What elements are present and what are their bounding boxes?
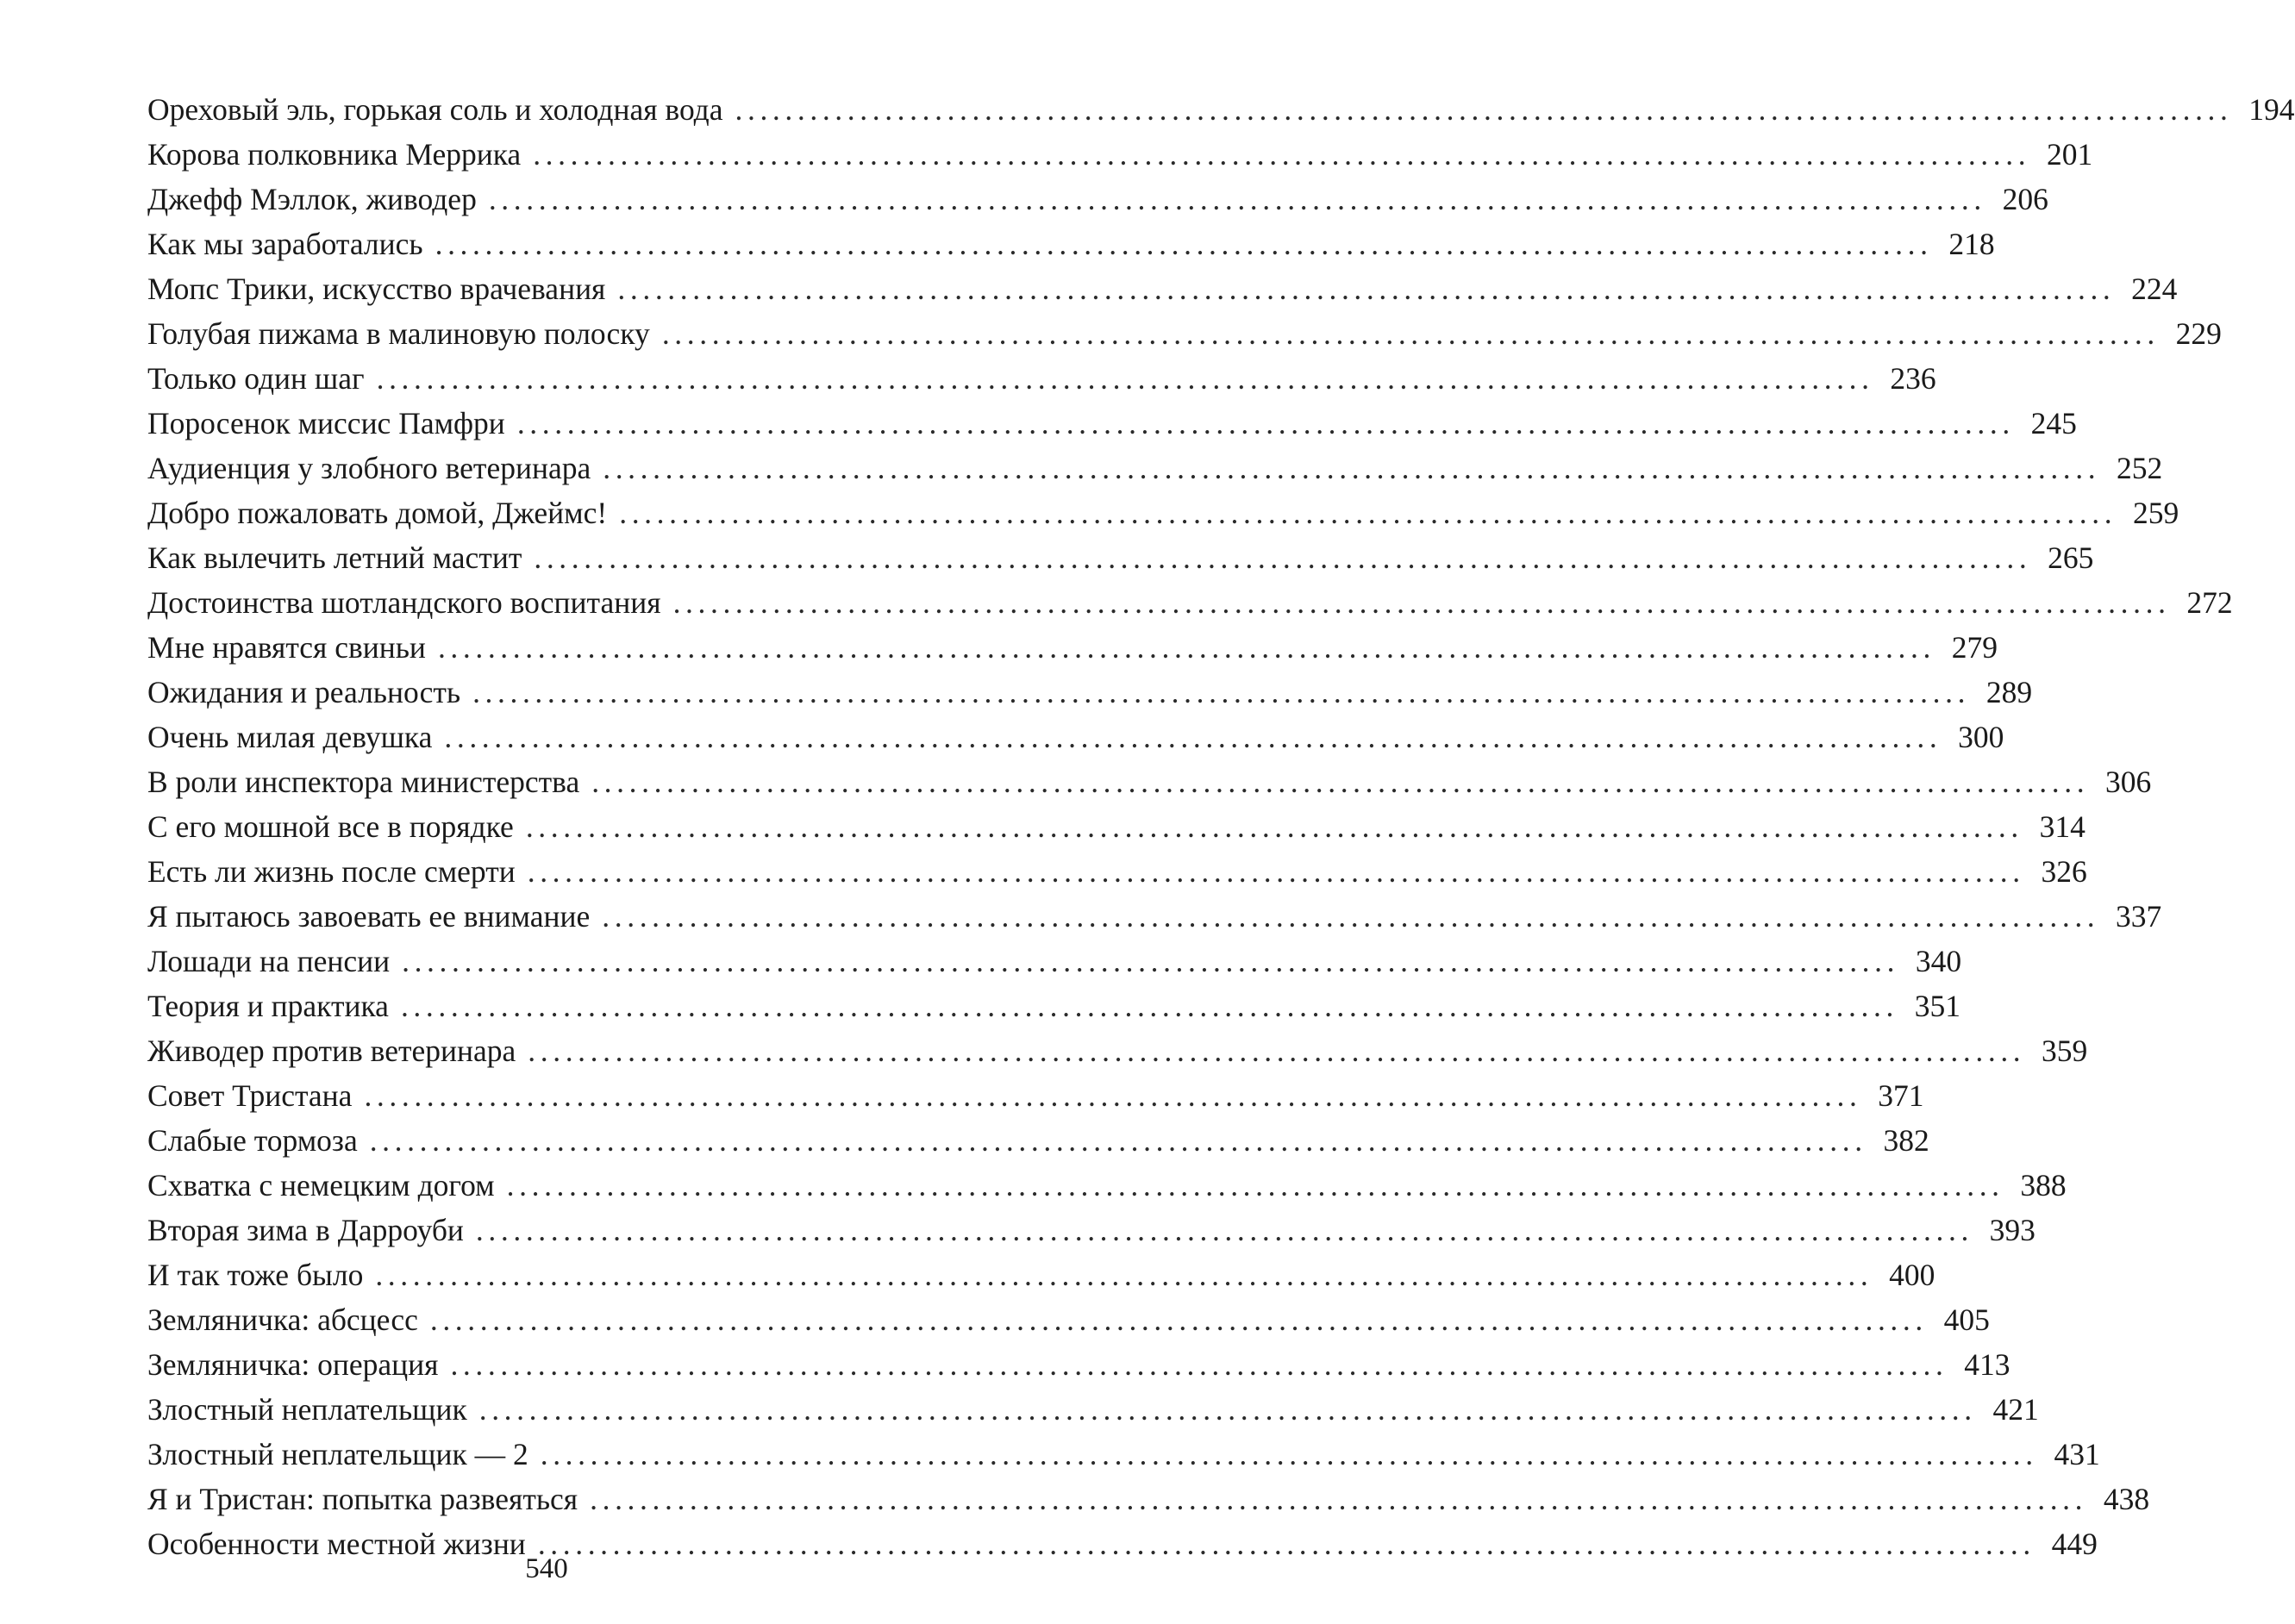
toc-entry[interactable] xyxy=(147,132,2093,177)
toc-entry-title: Корова полковника Меррика xyxy=(147,137,522,172)
toc-entry-title: Аудиенция у злобного ветеринара xyxy=(147,451,591,485)
toc-entry[interactable] xyxy=(147,222,1995,266)
toc-entry-title: Есть ли жизнь после смерти xyxy=(147,854,516,889)
table-of-contents xyxy=(147,87,2295,1566)
toc-entry-page: 438 xyxy=(2103,1482,2150,1516)
toc-entry[interactable] xyxy=(147,984,1960,1028)
toc-entry-title: Очень милая девушка xyxy=(147,720,433,754)
dot-leader: ........................................................................................................................ xyxy=(364,1078,1862,1113)
toc-entry-page: 252 xyxy=(2116,451,2163,485)
toc-entry-page: 289 xyxy=(1985,675,2033,709)
toc-entry-page: 194 xyxy=(2248,92,2295,127)
toc-entry-page: 431 xyxy=(2054,1437,2100,1471)
dot-leader: ........................................................................................................................ xyxy=(537,1527,2035,1561)
toc-entry-title: Я пытаюсь завоевать ее внимание xyxy=(147,899,591,934)
toc-entry[interactable] xyxy=(147,266,2178,311)
toc-entry-page: 449 xyxy=(2051,1527,2098,1561)
toc-entry-title: Мне нравятся свиньи xyxy=(147,630,426,665)
dot-leader: ........................................................................................................................ xyxy=(591,765,2090,799)
toc-entry-title: Голубая пижама в малиновую полоску xyxy=(147,316,650,351)
dot-leader: ........................................................................................................................ xyxy=(376,361,1874,396)
dot-leader: ........................................................................................................................ xyxy=(735,92,2233,127)
toc-entry-title: Злостный неплательщик — 2 xyxy=(147,1437,528,1471)
toc-entry[interactable] xyxy=(147,1118,1929,1163)
toc-entry[interactable] xyxy=(147,311,2222,356)
dot-leader: ........................................................................................................................ xyxy=(672,585,2171,620)
dot-leader: ........................................................................................................................ xyxy=(534,540,2032,575)
toc-entry-page: 371 xyxy=(1878,1078,1924,1113)
toc-entry-page: 359 xyxy=(2042,1034,2088,1068)
toc-entry[interactable] xyxy=(147,1252,1935,1297)
toc-entry-title: Как вылечить летний мастит xyxy=(147,540,522,575)
toc-entry-title: Вторая зима в Дарроуби xyxy=(147,1213,464,1247)
toc-entry-page: 405 xyxy=(1943,1302,1990,1337)
toc-entry[interactable] xyxy=(147,625,1998,670)
toc-entry-page: 272 xyxy=(2186,585,2233,620)
toc-entry[interactable] xyxy=(147,1028,2088,1073)
toc-entry-title: Земляничка: операция xyxy=(147,1347,439,1382)
dot-leader: ........................................................................................................................ xyxy=(400,989,1898,1023)
toc-entry[interactable] xyxy=(147,401,2077,446)
dot-leader: ........................................................................................................................ xyxy=(525,809,2023,844)
dot-leader: ........................................................................................................................ xyxy=(619,496,2117,530)
dot-leader: ........................................................................................................................ xyxy=(429,1302,1928,1337)
toc-entry[interactable] xyxy=(147,715,2004,759)
toc-entry-page: 337 xyxy=(2116,899,2162,934)
toc-entry-title: Теория и практика xyxy=(147,989,389,1023)
toc-entry[interactable] xyxy=(147,1163,2067,1208)
toc-entry[interactable] xyxy=(147,535,2094,580)
dot-leader: ........................................................................................................................ xyxy=(540,1437,2038,1471)
toc-entry-page: 400 xyxy=(1889,1258,1935,1292)
toc-entry-page: 224 xyxy=(2131,272,2178,306)
dot-leader: ........................................................................................................................ xyxy=(533,137,2031,172)
toc-entry-page: 201 xyxy=(2046,137,2093,172)
dot-leader: ........................................................................................................................ xyxy=(475,1213,1973,1247)
toc-entry-page: 340 xyxy=(1915,944,1962,978)
toc-entry-title: Особенности местной жизни xyxy=(147,1527,526,1561)
dot-leader: ........................................................................................................................ xyxy=(661,316,2160,351)
toc-entry-page: 314 xyxy=(2039,809,2086,844)
toc-entry-page: 388 xyxy=(2020,1168,2067,1202)
toc-entry-page: 206 xyxy=(2002,182,2048,216)
toc-entry[interactable] xyxy=(147,1432,2100,1477)
dot-leader: ........................................................................................................................ xyxy=(602,899,2100,934)
toc-entry-page: 279 xyxy=(1951,630,1998,665)
toc-entry[interactable] xyxy=(147,1387,2039,1432)
toc-entry[interactable] xyxy=(147,1073,1924,1118)
toc-entry[interactable] xyxy=(147,580,2233,625)
toc-entry-title: Джефф Мэллок, живодер xyxy=(147,182,477,216)
toc-entry-page: 218 xyxy=(1948,227,1995,261)
toc-entry-page: 326 xyxy=(2041,854,2087,889)
dot-leader: ........................................................................................................................ xyxy=(369,1123,1867,1158)
toc-entry-title: Слабые тормоза xyxy=(147,1123,358,1158)
dot-leader: ........................................................................................................................ xyxy=(478,1392,1977,1427)
dot-leader: ........................................................................................................................ xyxy=(603,451,2101,485)
toc-entry-page: 245 xyxy=(2030,406,2077,440)
toc-entry[interactable] xyxy=(147,939,1962,984)
dot-leader: ........................................................................................................................ xyxy=(617,272,2116,306)
dot-leader: ........................................................................................................................ xyxy=(527,854,2025,889)
toc-entry-page: 236 xyxy=(1890,361,1936,396)
toc-entry-title: Совет Тристана xyxy=(147,1078,353,1113)
toc-entry-title: Злостный неплательщик xyxy=(147,1392,467,1427)
toc-entry-page: 393 xyxy=(1989,1213,2035,1247)
page-number: 540 xyxy=(525,1553,568,1584)
toc-entry-page: 413 xyxy=(1964,1347,2010,1382)
toc-entry-title: Лошади на пенсии xyxy=(147,944,391,978)
toc-entry-title: Живодер против ветеринара xyxy=(147,1034,516,1068)
toc-entry[interactable] xyxy=(147,1477,2150,1521)
toc-entry-title: Как мы заработались xyxy=(147,227,423,261)
toc-entry-title: И так тоже было xyxy=(147,1258,364,1292)
dot-leader: ........................................................................................................................ xyxy=(435,227,1933,261)
toc-entry[interactable] xyxy=(147,849,2087,894)
toc-entry-page: 229 xyxy=(2175,316,2222,351)
toc-entry-title: Достоинства шотландского воспитания xyxy=(147,585,661,620)
toc-entry[interactable] xyxy=(147,1342,2010,1387)
toc-entry[interactable] xyxy=(147,670,2033,715)
toc-entry[interactable] xyxy=(147,87,2295,132)
toc-entry-title: Мопс Трики, искусство врачевания xyxy=(147,272,606,306)
toc-entry[interactable] xyxy=(147,1297,1990,1342)
dot-leader: ........................................................................................................................ xyxy=(488,182,1986,216)
toc-entry-title: Ореховый эль, горькая соль и холодная вода xyxy=(147,92,723,127)
toc-entry-page: 421 xyxy=(1992,1392,2039,1427)
toc-entry[interactable] xyxy=(147,356,1936,401)
toc-entry-title: Я и Тристан: попытка развеяться xyxy=(147,1482,578,1516)
dot-leader: ........................................................................................................................ xyxy=(590,1482,2088,1516)
toc-entry-title: С его мошной все в порядке xyxy=(147,809,514,844)
toc-entry-page: 300 xyxy=(1958,720,2004,754)
toc-entry-title: В роли инспектора министерства xyxy=(147,765,580,799)
dot-leader: ........................................................................................................................ xyxy=(437,630,1935,665)
toc-entry-page: 382 xyxy=(1883,1123,1929,1158)
toc-entry[interactable] xyxy=(147,1208,2035,1252)
toc-entry-page: 351 xyxy=(1914,989,1960,1023)
dot-leader: ........................................................................................................................ xyxy=(450,1347,1948,1382)
toc-entry-title: Земляничка: абсцесс xyxy=(147,1302,418,1337)
dot-leader: ........................................................................................................................ xyxy=(375,1258,1873,1292)
dot-leader: ........................................................................................................................ xyxy=(402,944,1900,978)
toc-entry[interactable] xyxy=(147,490,2179,535)
toc-entry-title: Поросенок миссис Памфри xyxy=(147,406,505,440)
toc-entry[interactable] xyxy=(147,804,2086,849)
toc-entry[interactable] xyxy=(147,446,2163,490)
dot-leader: ........................................................................................................................ xyxy=(444,720,1942,754)
toc-entry-title: Добро пожаловать домой, Джеймс! xyxy=(147,496,608,530)
toc-entry-page: 265 xyxy=(2048,540,2094,575)
toc-entry[interactable] xyxy=(147,759,2152,804)
dot-leader: ........................................................................................................................ xyxy=(506,1168,2004,1202)
toc-entry-page: 259 xyxy=(2132,496,2179,530)
toc-entry[interactable] xyxy=(147,894,2162,939)
dot-leader: ........................................................................................................................ xyxy=(516,406,2015,440)
dot-leader: ........................................................................................................................ xyxy=(472,675,1971,709)
dot-leader: ........................................................................................................................ xyxy=(528,1034,2026,1068)
toc-entry-page: 306 xyxy=(2104,765,2152,799)
toc-entry-title: Только один шаг xyxy=(147,361,365,396)
toc-entry[interactable] xyxy=(147,177,2048,222)
toc-entry-title: Ожидания и реальность xyxy=(147,675,461,709)
toc-entry-title: Схватка с немецким догом xyxy=(147,1168,495,1202)
